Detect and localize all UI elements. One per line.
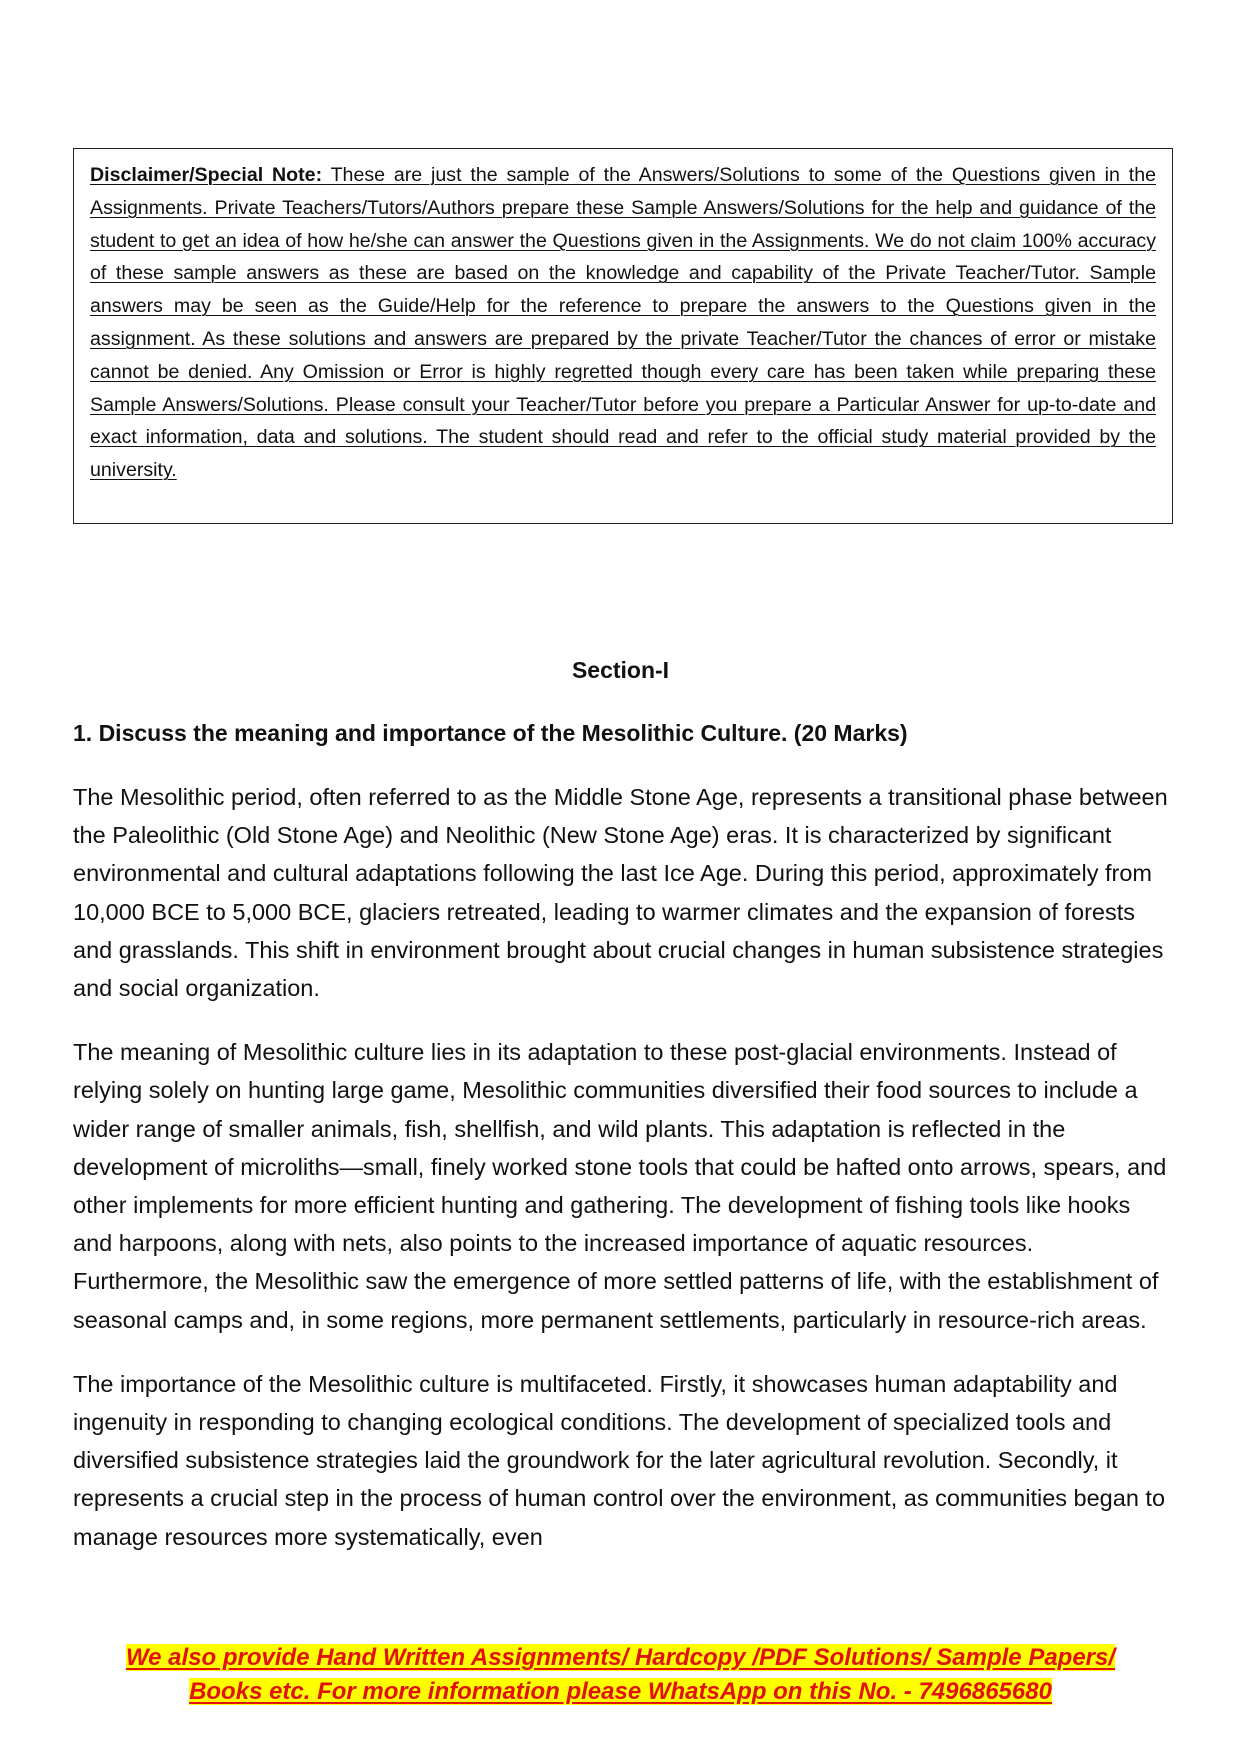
answer-paragraph-2: The meaning of Mesolithic culture lies in its adaptation to these post-glacial environments. Instead of relying solely on hunting large game, Mesolithic communities diversified their food sources to include a wider range of smaller animals, fish, shellfish, and wild plants. This adaptation is reflected in the development of microliths—small, finely worked stone tools that could be hafted onto arrows, spears, and other implements for more efficient hunting and gathering. The development of fishing tools like hooks and harpoons, along with nets, also points to the increased importance of aquatic resources. Furthermore, the Mesolithic saw the emergence of more settled patterns of life, with the establishment of seasonal camps and, in some regions, more permanent settlements, particularly in resource-rich areas. bbox=[73, 1039, 1167, 1333]
answer-body bbox=[73, 778, 1173, 1582]
answer-paragraph-3: The importance of the Mesolithic culture is multifaceted. Firstly, it showcases human adaptability and ingenuity in responding to changing ecological conditions. The development of specialized tools and diversified subsistence strategies laid the groundwork for the later agricultural revolution. Secondly, it represents a crucial step in the process of human control over the environment, as communities began to manage resources more systematically, even bbox=[73, 1370, 1166, 1550]
section-heading: Section-I bbox=[571, 657, 670, 683]
disclaimer-label: Disclaimer/Special Note: bbox=[90, 164, 323, 186]
promo-line-2: Books etc. For more information please WhatsApp on this No. - 7496865680 bbox=[189, 1678, 1052, 1705]
disclaimer-box bbox=[73, 148, 1173, 524]
answer-paragraph-1: The Mesolithic period, often referred to as the Middle Stone Age, represents a transitional phase between the Paleolithic (Old Stone Age) and Neolithic (New Stone Age) eras. It is characterized by significant environmental and cultural adaptations following the last Ice Age. During this period, approximately from 10,000 BCE to 5,000 BCE, glaciers retreated, leading to warmer climates and the expansion of forests and grasslands. This shift in environment brought about crucial changes in human subsistence strategies and social organization. bbox=[73, 784, 1168, 1002]
disclaimer-text bbox=[90, 159, 1156, 487]
disclaimer-body: These are just the sample of the Answers/Solutions to some of the Questions given in the Assignments. Private Teachers/Tutors/Authors prepare these Sample Answers/Solutions for the help and guidance of the student to get an idea of how he/she can answer the Questions given in the Assignments. We do not claim 100% accuracy of these sample answers as these are based on the knowledge and capability of the Private Teacher/Tutor. Sample answers may be seen as the Guide/Help for the reference to prepare the answers to the Questions given in the assignment. As these solutions and answers are prepared by the private Teacher/Tutor the chances of error or mistake cannot be denied. Any Omission or Error is highly regretted though every care has been taken while preparing these Sample Answers/Solutions. Please consult your Teacher/Tutor before you prepare a Particular Answer for up-to-date and exact information, data and solutions. The student should read and refer to the official study material provided by the university. bbox=[90, 164, 1156, 482]
promo-banner bbox=[0, 1641, 1241, 1709]
question-title: 1. Discuss the meaning and importance of the Mesolithic Culture. (20 Marks) bbox=[73, 720, 908, 746]
promo-line-1: We also provide Hand Written Assignments/ Hardcopy /PDF Solutions/ Sample Papers/ bbox=[125, 1644, 1116, 1671]
